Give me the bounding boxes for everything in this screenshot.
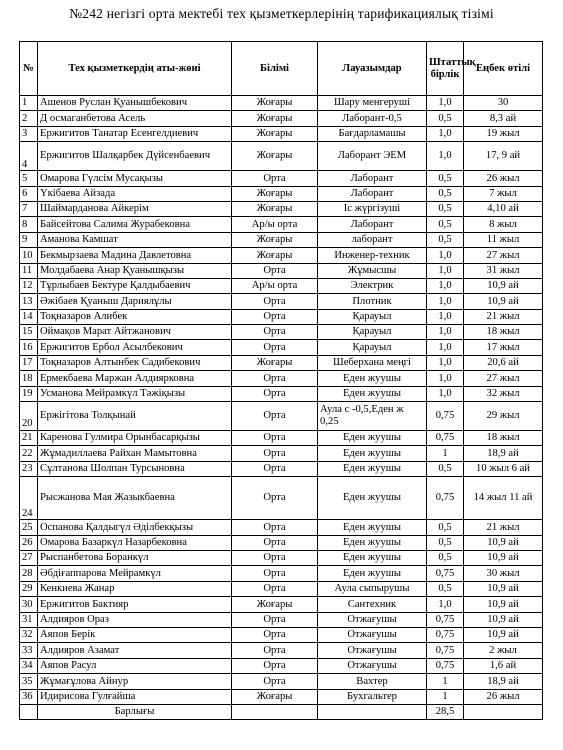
total-empty-cell — [318, 704, 427, 719]
row-number: 6 — [20, 186, 38, 201]
row-name: Ермекбаева Маржан Алдиярковна — [38, 371, 232, 386]
row-experience: 10,9 ай — [464, 627, 543, 642]
row-staff-units: 1,0 — [427, 371, 464, 386]
row-staff-units: 0,75 — [427, 402, 464, 431]
row-position: Еден жуушы — [318, 431, 427, 446]
row-number: 25 — [20, 520, 38, 535]
row-position: Лаборант — [318, 171, 427, 186]
row-education: Орта — [232, 477, 318, 520]
row-name: Әжібаев Қуаныш Дариялұлы — [38, 294, 232, 309]
row-education: Орта — [232, 386, 318, 401]
row-staff-units: 0,75 — [427, 431, 464, 446]
row-name: Оспанова Қалдыгүл Әділбекқызы — [38, 520, 232, 535]
row-experience: 10,9 ай — [464, 581, 543, 596]
row-education: Жоғары — [232, 186, 318, 201]
row-name: Омарова Базаркүл Назарбековна — [38, 535, 232, 550]
table-row — [20, 371, 543, 386]
row-staff-units: 0,5 — [427, 217, 464, 232]
row-number: 32 — [20, 627, 38, 642]
row-staff-units: 1,0 — [427, 126, 464, 141]
row-number: 3 — [20, 126, 38, 141]
row-experience: 11 жыл — [464, 232, 543, 247]
row-position: Отжағушы — [318, 627, 427, 642]
row-number: 13 — [20, 294, 38, 309]
row-name: Аяпов Расул — [38, 658, 232, 673]
row-position: Қарауыл — [318, 340, 427, 355]
total-value: 28,5 — [427, 704, 464, 719]
row-name: Бекмырзаева Мадина Давлетовна — [38, 248, 232, 263]
row-position: Еден жуушы — [318, 566, 427, 581]
row-number: 11 — [20, 263, 38, 278]
row-number: 27 — [20, 550, 38, 565]
row-education: Орта — [232, 263, 318, 278]
row-staff-units: 0,75 — [427, 658, 464, 673]
row-experience: 10,9 ай — [464, 294, 543, 309]
row-position: Аула с -0,5,Еден ж 0,25 — [318, 402, 427, 431]
row-experience: 18 жыл — [464, 431, 543, 446]
row-staff-units: 1,0 — [427, 96, 464, 111]
row-name: Шаймарданова Айкерім — [38, 201, 232, 216]
table-row — [20, 581, 543, 596]
row-name: Усманова Мейрамкүл Тәжіқызы — [38, 386, 232, 401]
row-position: Лаборант — [318, 217, 427, 232]
row-position: лаборант — [318, 232, 427, 247]
row-experience: 4,10 ай — [464, 201, 543, 216]
row-staff-units: 0,5 — [427, 550, 464, 565]
row-experience: 10,9 ай — [464, 597, 543, 612]
row-name: Байсейтова Салима Журабековна — [38, 217, 232, 232]
row-position: Лаборант-0,5 — [318, 111, 427, 126]
row-experience: 2 жыл — [464, 643, 543, 658]
row-number: 23 — [20, 461, 38, 476]
table-row — [20, 566, 543, 581]
row-number: 10 — [20, 248, 38, 263]
row-name: Молдабаева Анар Қуанышқызы — [38, 263, 232, 278]
row-education: Орта — [232, 309, 318, 324]
row-staff-units: 0,75 — [427, 477, 464, 520]
header-name: Тех қызметкердің аты-жөні — [38, 42, 232, 96]
table-row — [20, 201, 543, 216]
row-experience: 18,9 ай — [464, 674, 543, 689]
row-experience: 31 жыл — [464, 263, 543, 278]
row-experience: 19 жыл — [464, 126, 543, 141]
row-staff-units: 0,5 — [427, 232, 464, 247]
row-staff-units: 1 — [427, 674, 464, 689]
row-position: Бағдарламашы — [318, 126, 427, 141]
header-position: Лауазымдар — [318, 42, 427, 96]
row-experience: 27 жыл — [464, 371, 543, 386]
row-number: 29 — [20, 581, 38, 596]
table-row — [20, 386, 543, 401]
row-name: Омарова Гүлсім Мусақызы — [38, 171, 232, 186]
table-row — [20, 232, 543, 247]
row-position: Еден жуушы — [318, 477, 427, 520]
table-row — [20, 402, 543, 431]
row-education: Орта — [232, 674, 318, 689]
table-row — [20, 597, 543, 612]
row-number: 30 — [20, 597, 38, 612]
row-number: 26 — [20, 535, 38, 550]
row-position: Шеберхана меңгі — [318, 355, 427, 370]
row-name: Тұрлыбаев Бектуре Қалдыбаевич — [38, 278, 232, 293]
row-number: 15 — [20, 325, 38, 340]
row-staff-units: 1 — [427, 689, 464, 704]
row-number: 12 — [20, 278, 38, 293]
row-name: Алдияров Ораз — [38, 612, 232, 627]
row-education: Жоғары — [232, 232, 318, 247]
row-education: Жоғары — [232, 597, 318, 612]
row-experience: 21 жыл — [464, 309, 543, 324]
row-name: Ашенов Руслан Қуанышбекович — [38, 96, 232, 111]
row-name: Ержигитов Танатар Есенгелдиевич — [38, 126, 232, 141]
table-row — [20, 658, 543, 673]
row-position: Аула сыпырушы — [318, 581, 427, 596]
row-number: 19 — [20, 386, 38, 401]
row-name: Сұлтанова Шолпан Турсыновна — [38, 461, 232, 476]
table-row — [20, 309, 543, 324]
table-row — [20, 643, 543, 658]
row-experience: 30 жыл — [464, 566, 543, 581]
row-number: 36 — [20, 689, 38, 704]
row-staff-units: 0,5 — [427, 535, 464, 550]
row-position: Еден жуушы — [318, 535, 427, 550]
row-staff-units: 0,75 — [427, 566, 464, 581]
row-staff-units: 1,0 — [427, 142, 464, 171]
row-education: Орта — [232, 550, 318, 565]
row-education: Орта — [232, 340, 318, 355]
row-position: Сантехник — [318, 597, 427, 612]
row-experience: 32 жыл — [464, 386, 543, 401]
row-experience: 10 жыл 6 ай — [464, 461, 543, 476]
row-experience: 27 жыл — [464, 248, 543, 263]
row-education: Орта — [232, 371, 318, 386]
row-name: Тоқназаров Алибек — [38, 309, 232, 324]
row-staff-units: 0,75 — [427, 643, 464, 658]
row-experience: 20,6 ай — [464, 355, 543, 370]
row-number: 17 — [20, 355, 38, 370]
table-row — [20, 627, 543, 642]
row-position: Вахтер — [318, 674, 427, 689]
row-position: Еден жуушы — [318, 446, 427, 461]
row-staff-units: 0,5 — [427, 111, 464, 126]
row-education: Орта — [232, 461, 318, 476]
row-position: Еден жуушы — [318, 386, 427, 401]
row-name: Каренова Гулмира Орынбасарқызы — [38, 431, 232, 446]
total-label: Барлығы — [38, 704, 232, 719]
row-name: Аманова Камшат — [38, 232, 232, 247]
row-experience: 26 жыл — [464, 689, 543, 704]
row-experience: 26 жыл — [464, 171, 543, 186]
row-number: 34 — [20, 658, 38, 673]
row-number: 35 — [20, 674, 38, 689]
row-staff-units: 1,0 — [427, 309, 464, 324]
row-name: Жұмағұлова Айнур — [38, 674, 232, 689]
row-number: 24 — [20, 477, 38, 520]
row-name: Алдияров Азамат — [38, 643, 232, 658]
table-row — [20, 111, 543, 126]
row-staff-units: 0,75 — [427, 612, 464, 627]
row-position: Жұмысшы — [318, 263, 427, 278]
row-staff-units: 0,5 — [427, 186, 464, 201]
row-name: Ержігітова Толқынай — [38, 402, 232, 431]
header-staff-units: Штаттық бірлік — [427, 42, 464, 96]
row-staff-units: 1,0 — [427, 325, 464, 340]
table-header-row — [20, 42, 543, 96]
row-number: 5 — [20, 171, 38, 186]
row-name: Үкібаева Айзада — [38, 186, 232, 201]
row-position: Еден жуушы — [318, 550, 427, 565]
row-education: Жоғары — [232, 126, 318, 141]
row-education: Орта — [232, 658, 318, 673]
row-experience: 18 жыл — [464, 325, 543, 340]
row-staff-units: 0,75 — [427, 627, 464, 642]
row-education: Жоғары — [232, 689, 318, 704]
row-experience: 10,9 ай — [464, 278, 543, 293]
row-education: Орта — [232, 325, 318, 340]
row-number: 4 — [20, 142, 38, 171]
row-experience: 29 жыл — [464, 402, 543, 431]
total-empty-cell — [232, 704, 318, 719]
row-education: Орта — [232, 431, 318, 446]
table-row — [20, 355, 543, 370]
row-education: Орта — [232, 520, 318, 535]
row-name: Кенкиева Жанар — [38, 581, 232, 596]
row-number: 14 — [20, 309, 38, 324]
row-number: 28 — [20, 566, 38, 581]
row-number: 16 — [20, 340, 38, 355]
row-position: Отжағушы — [318, 612, 427, 627]
row-number: 31 — [20, 612, 38, 627]
row-number: 20 — [20, 402, 38, 431]
row-education: Орта — [232, 627, 318, 642]
row-position: Еден жуушы — [318, 371, 427, 386]
total-empty-cell — [20, 704, 38, 719]
table-row — [20, 612, 543, 627]
row-position: Еден жуушы — [318, 520, 427, 535]
row-number: 8 — [20, 217, 38, 232]
row-staff-units: 1,0 — [427, 248, 464, 263]
row-position: Еден жуушы — [318, 461, 427, 476]
row-education: Орта — [232, 294, 318, 309]
row-name: Д осмаганбетова Асель — [38, 111, 232, 126]
row-education: Орта — [232, 581, 318, 596]
table-row — [20, 96, 543, 111]
row-education: Ар/ы орта — [232, 217, 318, 232]
row-name: Ержигитов Ербол Асылбекович — [38, 340, 232, 355]
row-name: Рыспанбетова Боранкүл — [38, 550, 232, 565]
table-row — [20, 263, 543, 278]
table-body — [20, 96, 543, 705]
row-staff-units: 1 — [427, 446, 464, 461]
table-row — [20, 325, 543, 340]
row-education: Орта — [232, 612, 318, 627]
row-education: Орта — [232, 171, 318, 186]
row-experience: 17, 9 ай — [464, 142, 543, 171]
row-staff-units: 1,0 — [427, 340, 464, 355]
row-education: Орта — [232, 446, 318, 461]
row-number: 7 — [20, 201, 38, 216]
row-position: Лаборант — [318, 186, 427, 201]
header-experience: Еңбек өтілі — [464, 42, 543, 96]
table-row — [20, 535, 543, 550]
row-number: 18 — [20, 371, 38, 386]
total-row — [20, 704, 543, 719]
row-staff-units: 1,0 — [427, 278, 464, 293]
row-name: Рысжанова Мая Жазыкбаевна — [38, 477, 232, 520]
table-row — [20, 186, 543, 201]
row-staff-units: 1,0 — [427, 597, 464, 612]
table-row — [20, 461, 543, 476]
row-name: Оймақов Марат Айтжанович — [38, 325, 232, 340]
row-position: Қарауыл — [318, 309, 427, 324]
total-empty-cell — [464, 704, 543, 719]
row-education: Орта — [232, 535, 318, 550]
row-number: 2 — [20, 111, 38, 126]
row-experience: 10,9 ай — [464, 550, 543, 565]
row-education: Ар/ы орта — [232, 278, 318, 293]
row-experience: 21 жыл — [464, 520, 543, 535]
row-number: 22 — [20, 446, 38, 461]
row-education: Орта — [232, 402, 318, 431]
row-name: Идирисова Гулғайша — [38, 689, 232, 704]
row-position: Іс жүргізуші — [318, 201, 427, 216]
row-staff-units: 0,5 — [427, 461, 464, 476]
row-position: Инженер-техник — [318, 248, 427, 263]
row-staff-units: 0,5 — [427, 201, 464, 216]
row-position: Плотник — [318, 294, 427, 309]
row-position: Лаборант ЭЕМ — [318, 142, 427, 171]
row-education: Орта — [232, 566, 318, 581]
row-number: 21 — [20, 431, 38, 446]
table-row — [20, 550, 543, 565]
row-position: Бухгальтер — [318, 689, 427, 704]
row-education: Жоғары — [232, 201, 318, 216]
row-name: Жұмадиллаева Райхан Мамытовна — [38, 446, 232, 461]
row-staff-units: 0,5 — [427, 171, 464, 186]
row-education: Жоғары — [232, 96, 318, 111]
row-staff-units: 0,5 — [427, 520, 464, 535]
row-experience: 7 жыл — [464, 186, 543, 201]
document-title: №242 негізгі орта мектебі тех қызметкерлерінің тарификациялық тізімі — [69, 6, 494, 21]
table-row — [20, 278, 543, 293]
row-experience: 14 жыл 11 ай — [464, 477, 543, 520]
row-experience: 8,3 ай — [464, 111, 543, 126]
row-experience: 8 жыл — [464, 217, 543, 232]
table-row — [20, 477, 543, 520]
row-experience: 18,9 ай — [464, 446, 543, 461]
header-education: Білімі — [232, 42, 318, 96]
table-row — [20, 689, 543, 704]
row-education: Жоғары — [232, 142, 318, 171]
header-num: № — [20, 42, 38, 96]
staff-table — [19, 41, 543, 720]
table-row — [20, 294, 543, 309]
row-number: 33 — [20, 643, 38, 658]
table-row — [20, 217, 543, 232]
row-position: Шару менгеруші — [318, 96, 427, 111]
row-name: Ержигитов Бактияр — [38, 597, 232, 612]
row-name: Әбдіғаппарова Мейрамкүл — [38, 566, 232, 581]
row-staff-units: 0,5 — [427, 581, 464, 596]
row-education: Орта — [232, 643, 318, 658]
row-education: Жоғары — [232, 355, 318, 370]
row-position: Отжағушы — [318, 643, 427, 658]
row-position: Отжағушы — [318, 658, 427, 673]
row-name: Аяпов Берік — [38, 627, 232, 642]
row-experience: 10,9 ай — [464, 535, 543, 550]
row-experience: 10,9 ай — [464, 612, 543, 627]
row-number: 1 — [20, 96, 38, 111]
row-education: Жоғары — [232, 248, 318, 263]
table-row — [20, 126, 543, 141]
row-experience: 17 жыл — [464, 340, 543, 355]
table-row — [20, 431, 543, 446]
row-number: 9 — [20, 232, 38, 247]
row-staff-units: 1,0 — [427, 263, 464, 278]
row-staff-units: 1,0 — [427, 355, 464, 370]
table-row — [20, 248, 543, 263]
row-name: Тоқназаров Алтынбек Садибекович — [38, 355, 232, 370]
table-row — [20, 674, 543, 689]
row-experience: 30 — [464, 96, 543, 111]
row-name: Ержигитов Шалқарбек Дүйсенбаевич — [38, 142, 232, 171]
row-staff-units: 1,0 — [427, 294, 464, 309]
row-experience: 1,6 ай — [464, 658, 543, 673]
table-row — [20, 446, 543, 461]
row-staff-units: 1,0 — [427, 386, 464, 401]
row-education: Жоғары — [232, 111, 318, 126]
row-position: Қарауыл — [318, 325, 427, 340]
table-row — [20, 171, 543, 186]
table-row — [20, 340, 543, 355]
table-row — [20, 142, 543, 171]
table-row — [20, 520, 543, 535]
row-position: Электрик — [318, 278, 427, 293]
